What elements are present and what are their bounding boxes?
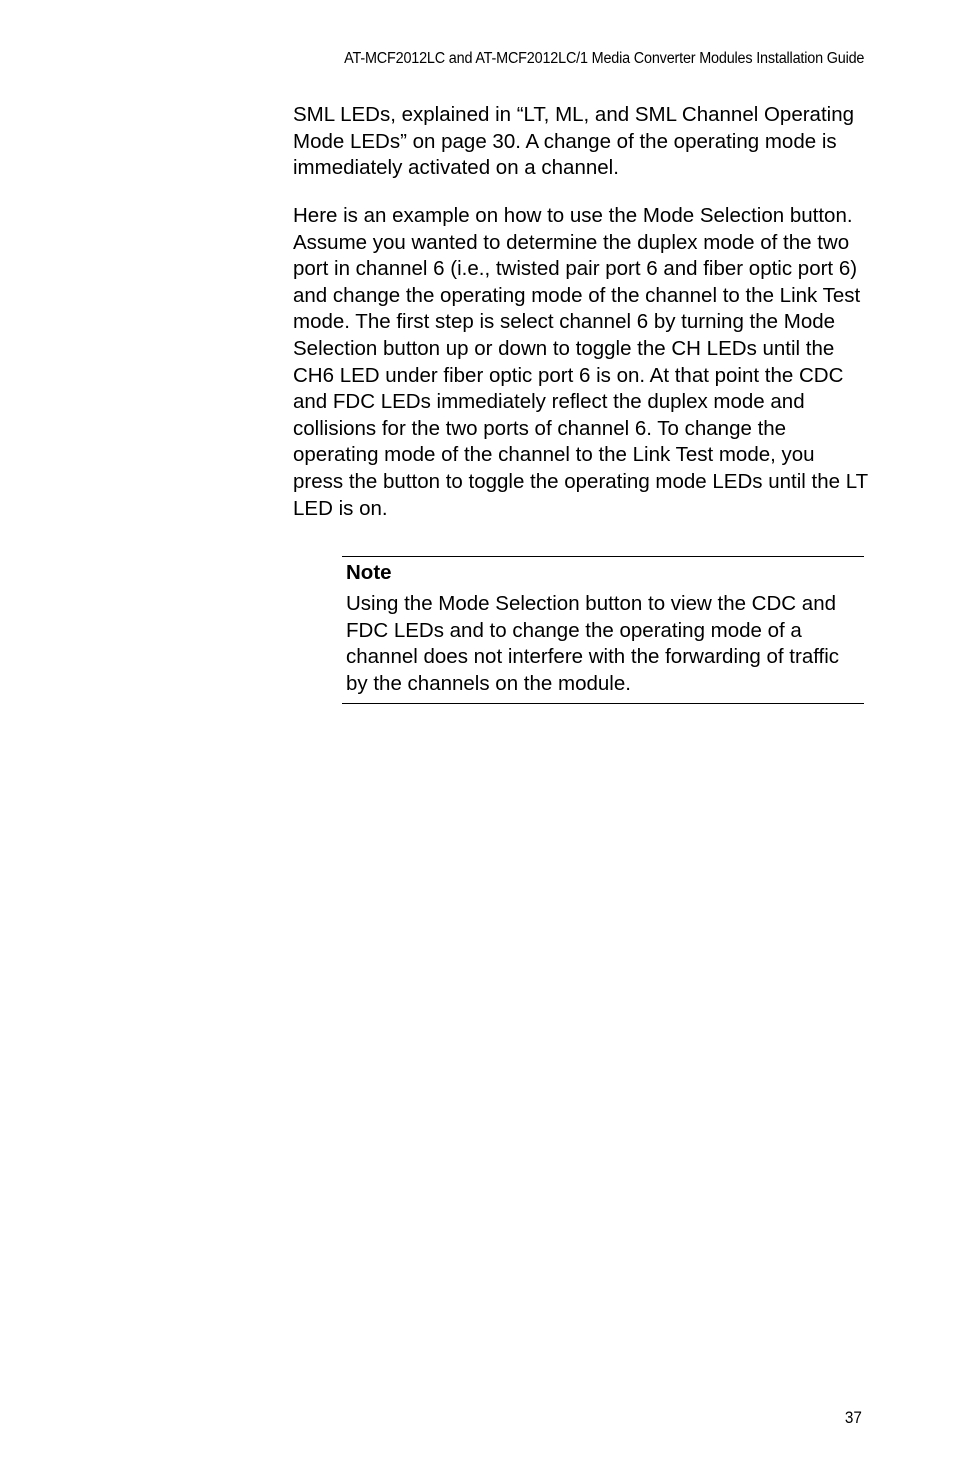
note-text: Using the Mode Selection button to view the CDC and FDC LEDs and to change the operating mode of a channel does not interfere with the forwarding of traffic by the channels on the module. [346,592,840,695]
page-number: 37 [844,1408,862,1427]
running-header: AT-MCF2012LC and AT-MCF2012LC/1 Media Converter Modules Installation Guide [343,50,864,67]
body-paragraph-1: SML LEDs, explained in “LT, ML, and SML Channel Operating Mode LEDs” on page 30. A change of the operating mode is immediately activated on a channel. [293,103,855,180]
note-box [342,556,864,704]
note-title: Note [346,561,392,584]
body-paragraph-2: Here is an example on how to use the Mode Selection button. Assume you wanted to determine the duplex mode of the two port in channel 6 (i.e., twisted pair port 6 and fiber optic port 6) and change the operating mode of the channel to the Link Test mode. The first step is select channel 6 by turning the Mode Selection button up or down to toggle the CH LEDs until the CH6 LED under fiber optic port 6 is on. At that point the CDC and FDC LEDs immediately reflect the duplex mode and collisions for the two ports of channel 6. To change the operating mode of the channel to the Link Test mode, you press the button to toggle the operating mode LEDs until the LT LED is on. [293,204,868,520]
